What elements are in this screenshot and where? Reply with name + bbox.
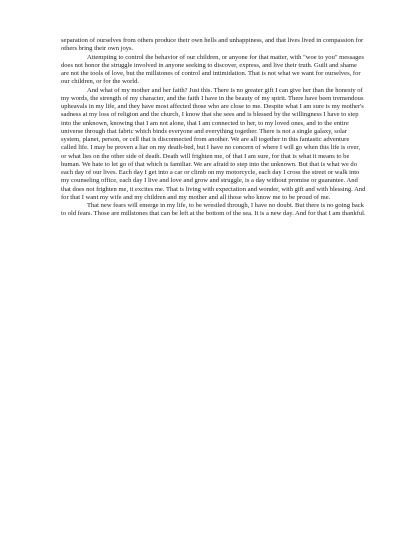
paragraph-4: That new fears will emerge in my life, to be wrestled through, I have no doubt. But there is no going back to old fears. Those are millstones that can be left at the bottom of the sea. It is a new day. And for that I am thankful.	[61, 202, 366, 218]
paragraph-2: Attempting to control the behavior of our children, or anyone for that matter, with "woe to you" messages does not honor the struggle involved in anyone seeking to discover, express, and live their truth. Guilt and shame are not the tools of love, but the millstones of control and intimidation. That is not what we want for ourselves, for our children, or for the world.	[61, 53, 364, 86]
paragraph-3: And what of my mother and her faith? Just this. There is no greater gift I can give her than the honesty of my words, the strength of my character, and the faith I have in the beauty of my spirit. There have been tremendous upheavals in my life, and they have most affected those who are close to me. Despite what I am sure is my mother's sadness at my loss of religion and the church, I know that she sees and is blessed by the willingness I have to step into the unknown, knowing that I am not alone, that I am connected to her, to my loved ones, and to the entire universe through that fabric which binds everyone and everything together. There is not a single galaxy, solar system, planet, person, or cell that is disconnected from another. We are all together in this fantastic adventure called life. I may be proven a liar on my death-bed, but I have no concern of where I will go when this life is over, or what lies on the other side of death. Death will frighten me, of that I am sure, for that is what it means to be human. We hate to let go of that which is familiar. We are afraid to step into the unknown. But that is what we do each day of our lives. Each day I get into a car or climb on my motorcycle, each day I cross the street or walk into my counseling office, each day I live and love and grow and struggle, is a day without promise or guarantee. And that does not frighten me, it excites me. That is living with expectation and wonder, with gift and with blessing. And for that I want my wife and my children and my mother and all those who know me to be proud of me.	[61, 86, 366, 201]
body-text	[61, 37, 366, 219]
paragraph-1: separation of ourselves from others produce their own hells and unhappiness, and that lives lived in compassion for others bring their own joys.	[61, 37, 364, 53]
